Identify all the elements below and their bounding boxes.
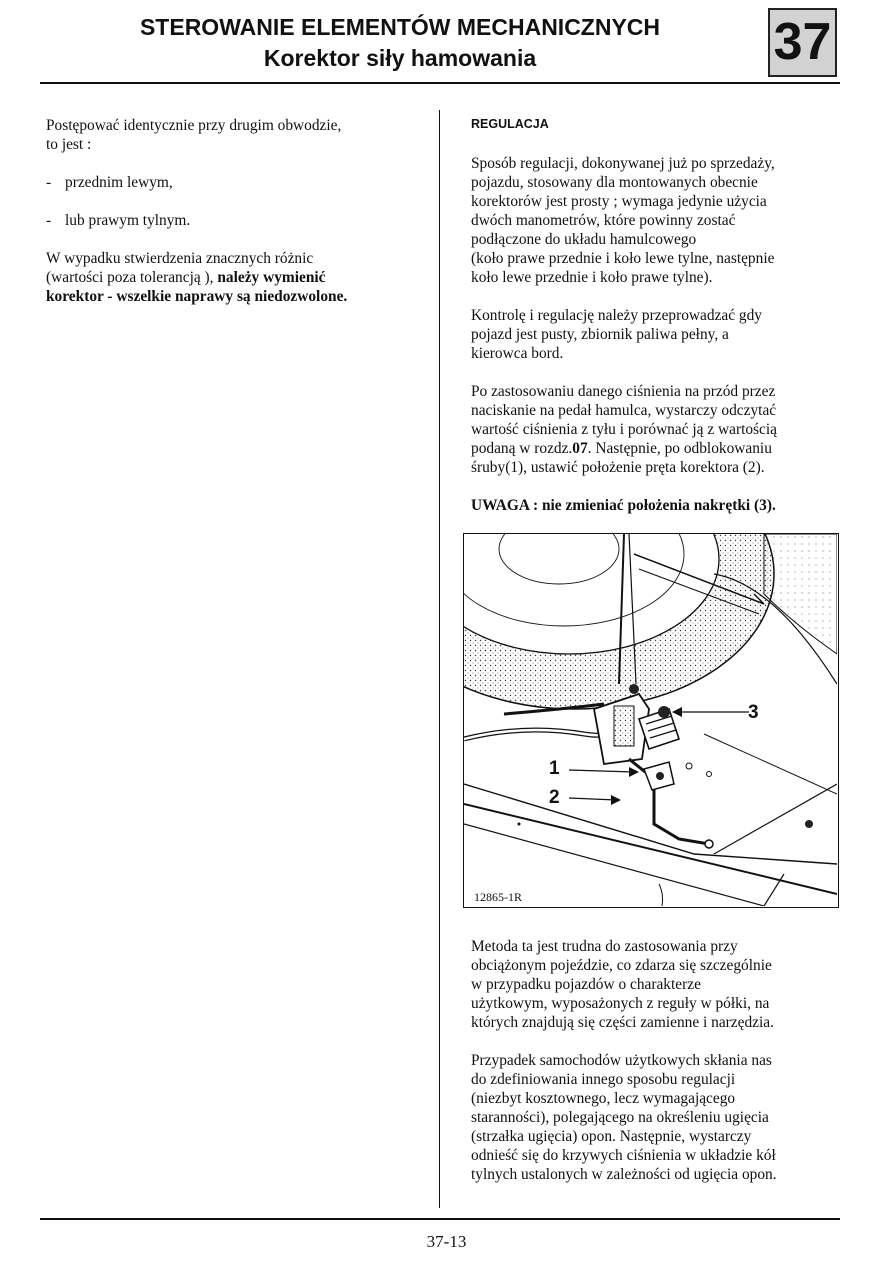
paragraph-4 <box>471 937 841 1032</box>
footer-rule <box>40 1218 840 1220</box>
paragraph-2 <box>471 306 841 363</box>
chapter-number-badge: 37 <box>768 8 837 77</box>
illustration-drawing <box>464 534 837 906</box>
text-line: naciskanie na pedał hamulca, wystarczy odczytać <box>471 402 777 419</box>
list-dash: - <box>46 174 52 191</box>
note-line-2 <box>46 268 431 287</box>
list-dash: - <box>46 212 52 229</box>
brake-corrector-illustration <box>463 533 839 908</box>
list-item-text: lub prawym tylnym. <box>65 212 191 229</box>
intro-line-1: Postępować identycznie przy drugim obwodzie, <box>46 117 342 134</box>
callout-1-label: 1 <box>549 758 560 779</box>
page-title <box>40 12 760 74</box>
text-line: Przypadek samochodów użytkowych skłania nas <box>471 1052 772 1069</box>
paragraph-5 <box>471 1051 841 1184</box>
figure-caption: 12865-1R <box>474 890 522 904</box>
right-column-lower <box>471 937 841 1184</box>
chapter-reference: 07 <box>572 440 588 457</box>
intro-line-2: to jest : <box>46 136 92 153</box>
text-line: użytkowym, wyposażonych z reguły w półki, na <box>471 995 770 1012</box>
text-line: korektorów jest prosty ; wymaga jedynie użycia <box>471 193 767 210</box>
text-line <box>471 439 841 458</box>
list-item <box>46 173 431 192</box>
text-line: (strzałka ugięcia) opon. Następnie, wystarczy <box>471 1128 752 1145</box>
note-line-3: korektor - wszelkie naprawy są niedozwolone. <box>46 288 348 305</box>
title-line-2: Korektor siły hamowania <box>263 45 537 71</box>
warning-note: UWAGA : nie zmieniać położenia nakrętki (3). <box>471 497 776 514</box>
ref-suffix: . Następnie, po odblokowaniu <box>587 440 772 457</box>
ref-prefix: podaną w rozdz. <box>471 440 573 457</box>
text-line: śruby(1), ustawić położenie pręta korektora (2). <box>471 459 765 476</box>
text-line: pojazd jest pusty, zbiornik paliwa pełny, a <box>471 326 729 343</box>
text-line: w przypadku pojazdów o charakterze <box>471 976 701 993</box>
list-item <box>46 211 431 230</box>
paragraph-1 <box>471 154 841 287</box>
text-line: Sposób regulacji, dokonywanej już po sprzedaży, <box>471 155 775 172</box>
text-line: obciążonym pojeździe, co zdarza się szczególnie <box>471 957 772 974</box>
text-line: (niezbyt kosztownego, lecz wymagającego <box>471 1090 736 1107</box>
note-text: (wartości poza tolerancją ), <box>46 269 218 286</box>
callout-3-label: 3 <box>748 702 759 723</box>
text-line: pojazdu, stosowany dla montowanych obecnie <box>471 174 758 191</box>
text-line: wartość ciśnienia z tyłu i porównać ją z wartością <box>471 421 777 438</box>
title-line-1: STEROWANIE ELEMENTÓW MECHANICZNYCH <box>139 14 661 40</box>
list-item-text: przednim lewym, <box>65 174 173 191</box>
text-line: Metoda ta jest trudna do zastosowania przy <box>471 938 738 955</box>
column-divider <box>439 110 440 1208</box>
right-column <box>471 116 841 515</box>
text-line: podłączone do układu hamulcowego <box>471 231 697 248</box>
text-line: (koło prawe przednie i koło lewe tylne, następnie <box>471 250 775 267</box>
text-line: staranności), polegającego na określeniu ugięcia <box>471 1109 769 1126</box>
text-line: Po zastosowaniu danego ciśnienia na przód przez <box>471 383 776 400</box>
text-line: odnieść się do krzywych ciśnienia w układzie kół <box>471 1147 776 1164</box>
header-rule <box>40 82 840 84</box>
note-emphasis: należy wymienić <box>217 269 326 286</box>
text-line: kierowca bord. <box>471 345 564 362</box>
paragraph-3 <box>471 382 841 477</box>
text-line: dwóch manometrów, które powinny zostać <box>471 212 736 229</box>
callout-2-label: 2 <box>549 787 560 808</box>
text-line: do zdefiniowania innego sposobu regulacji <box>471 1071 736 1088</box>
text-line: Kontrolę i regulację należy przeprowadzać gdy <box>471 307 762 324</box>
note-line-1: W wypadku stwierdzenia znacznych różnic <box>46 250 314 267</box>
text-line: koło lewe przednie i koło prawe tylne). <box>471 269 713 286</box>
text-line: tylnych ustalonych w zależności od ugięcia opon. <box>471 1166 777 1183</box>
text-line: których znajdują się części zamienne i narzędzia. <box>471 1014 774 1031</box>
page-number: 37-13 <box>426 1232 467 1251</box>
left-column <box>46 116 431 306</box>
section-heading: REGULACJA <box>471 117 549 131</box>
